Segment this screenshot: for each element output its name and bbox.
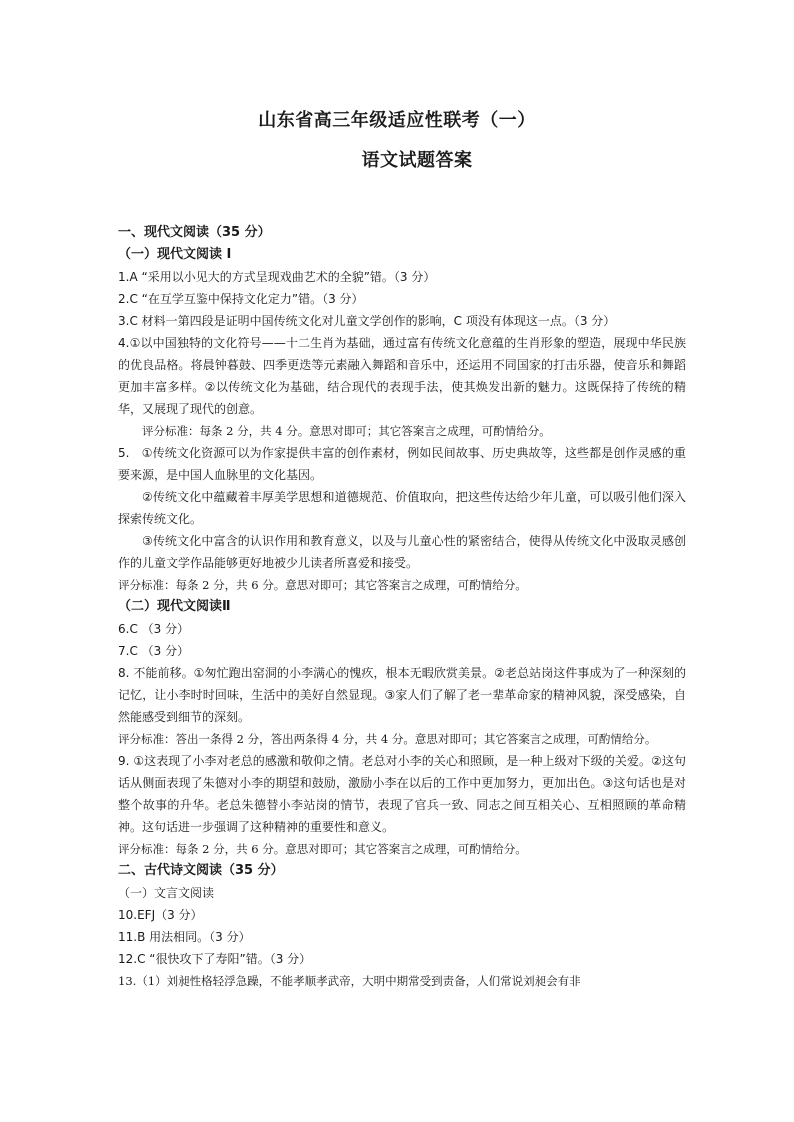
answer-paragraph: 8. 不能前移。①匆忙跑出窑洞的小李满心的愧疚，根本无暇欣赏美景。②老总站岗这件事成为了一种深刻的记忆，让小李时时回味，生活中的美好自然显现。③家人们了解了老一辈革命家的精神风貌，深受感染，自然能感受到细节的深刻。 bbox=[118, 666, 686, 724]
answer-paragraph: 6.C （3 分） bbox=[118, 622, 190, 636]
section-heading: （二）现代文阅读Ⅱ bbox=[118, 599, 231, 614]
answer-paragraph: （一）文言文阅读 bbox=[118, 886, 215, 900]
answer-paragraph: 评分标准：每条 2 分，共 6 分。意思对即可；其它答案言之成理，可酌情给分。 bbox=[118, 842, 527, 856]
answer-paragraph: 11.B 用法相同。（3 分） bbox=[118, 930, 251, 944]
document-subtitle: 语文试题答案 bbox=[361, 150, 473, 171]
answer-paragraph: 12.C “很快攻下了寿阳”错。（3 分） bbox=[118, 952, 312, 966]
answer-content bbox=[118, 222, 686, 992]
answer-paragraph: 4.①以中国独特的文化符号——十二生肖为基础，通过富有传统文化意蕴的生肖形象的塑造，展现中华民族的优良品格。将晨钟暮鼓、四季更迭等元素融入舞蹈和音乐中，还运用不同国家的打击乐器，使音乐和舞蹈更加丰富多样。②以传统文化为基础，结合现代的表现手法，使其焕发出新的魅力。这既保持了传统的精华，又展现了现代的创意。 bbox=[118, 336, 686, 416]
answer-paragraph: 评分标准：每条 2 分，共 6 分。意思对即可；其它答案言之成理，可酌情给分。 bbox=[118, 578, 527, 592]
section-heading: （一）现代文阅读 I bbox=[118, 247, 232, 262]
answer-paragraph: 13.（1）刘昶性格轻浮急躁，不能孝顺孝武帝，大明中期常受到责备，人们常说刘昶会有非 bbox=[118, 974, 581, 988]
section-heading: 一、现代文阅读（35 分） bbox=[118, 225, 271, 240]
answer-paragraph: 7.C （3 分） bbox=[118, 644, 190, 658]
answer-paragraph: 评分标准：答出一条得 2 分，答出两条得 4 分，共 4 分。意思对即可；其它答案言之成理，可酌情给分。 bbox=[118, 732, 657, 746]
section-heading: 二、古代诗文阅读（35 分） bbox=[118, 863, 284, 878]
answer-paragraph: 9. ①这表现了小李对老总的感激和敬仰之情。老总对小李的关心和照顾，是一种上级对下级的关爱。②这句话从侧面表现了朱德对小李的期望和鼓励，激励小李在以后的工作中更加努力，更加出色。③这句话也是对整个故事的升华。老总朱德替小李站岗的情节，表现了官兵一致、同志之间互相关心、互相照顾的革命精神。这句话进一步强调了这种精神的重要性和意义。 bbox=[118, 754, 686, 834]
answer-paragraph: 评分标准：每条 2 分，共 4 分。意思对即可；其它答案言之成理，可酌情给分。 bbox=[142, 424, 551, 438]
answer-paragraph: 10.EFJ（3 分） bbox=[118, 908, 203, 922]
answer-paragraph: ②传统文化中蕴藏着丰厚美学思想和道德规范、价值取向，把这些传达给少年儿童，可以吸引他们深入探索传统文化。 bbox=[118, 490, 686, 526]
answer-paragraph: 2.C “在互学互鉴中保持文化定力”错。（3 分） bbox=[118, 292, 364, 306]
document-title: 山东省高三年级适应性联考（一） bbox=[258, 110, 536, 131]
answer-paragraph: 3.C 材料一第四段是证明中国传统文化对儿童文学创作的影响，C 项没有体现这一点。（3 分） bbox=[118, 314, 616, 328]
answer-paragraph: 5. ①传统文化资源可以为作家提供丰富的创作素材，例如民间故事、历史典故等，这些都是创作灵感的重要来源，是中国人血脉里的文化基因。 bbox=[118, 446, 686, 482]
answer-paragraph: 1.A “采用以小见大的方式呈现戏曲艺术的全貌”错。（3 分） bbox=[118, 270, 436, 284]
answer-paragraph: ③传统文化中富含的认识作用和教育意义，以及与儿童心性的紧密结合，使得从传统文化中汲取灵感创作的儿童文学作品能够更好地被少儿读者所喜爱和接受。 bbox=[118, 534, 686, 570]
